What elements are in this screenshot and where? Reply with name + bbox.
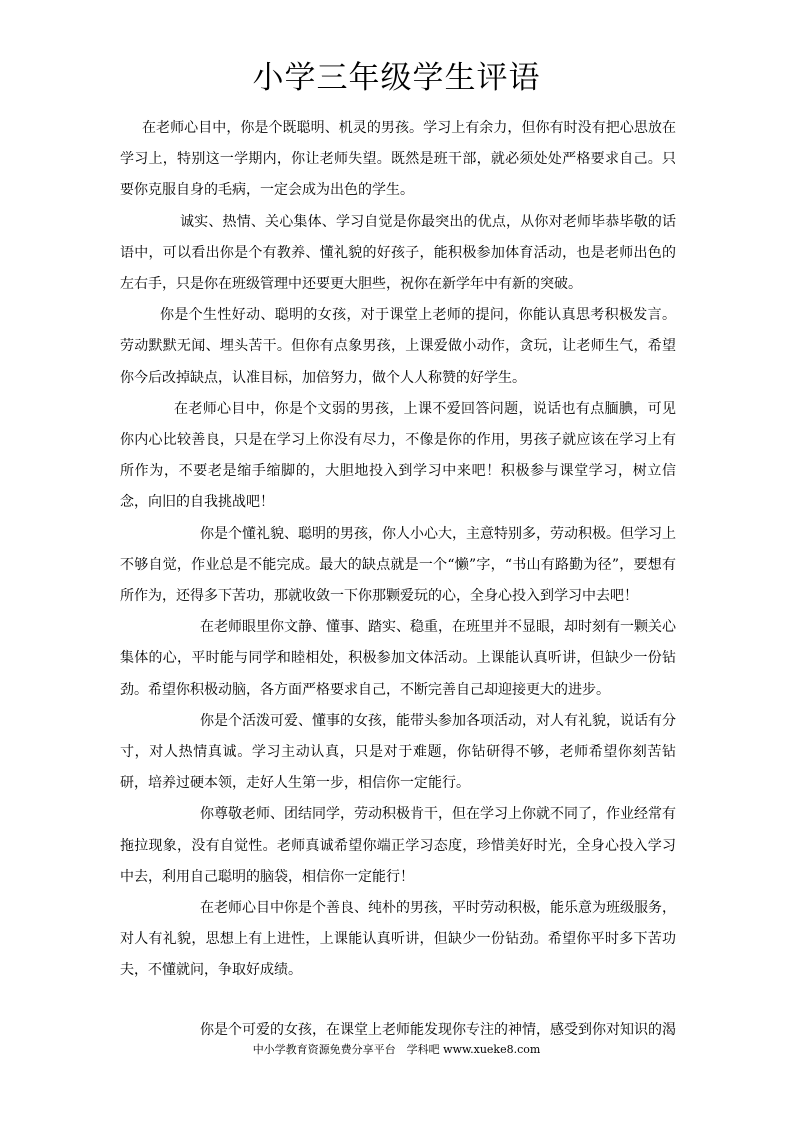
comment-paragraph-7: 你是个活泼可爱、懂事的女孩，能带头参加各项活动，对人有礼貌，说话有分寸，对人热情真诚。学习主动认真，只是对于难题，你钻研得不够，老师希望你刻苦钻研，培养过硬本领，走好人生第一步，相信你一定能行。 [120, 712, 676, 792]
comment-paragraph-10-first-line: 你是个可爱的女孩，在课堂上老师能发现你专注的神情，感受到你对知识的渴 [200, 1022, 676, 1038]
comment-paragraph-8: 你尊敬老师、团结同学，劳动积极肯干，但在学习上你就不同了，作业经常有拖拉现象，没有自觉性。老师真诚希望你端正学习态度，珍惜美好时光，全身心投入学习中去，利用自己聪明的脑袋，相信你一定能行！ [120, 806, 676, 885]
comment-paragraph-2: 诚实、热情、关心集体、学习自觉是你最突出的优点，从你对老师毕恭毕敬的话语中，可以看出你是个有教养、懂礼貌的好孩子，能积极参加体育活动，也是老师出色的左右手，只是你在班级管理中还要更大胆些，祝你在新学年中有新的突破。 [120, 213, 676, 293]
comment-paragraph-4: 在老师心目中，你是个文弱的男孩，上课不爱回答问题，说话也有点腼腆，可见你内心比较善良，只是在学习上你没有尽力，不像是你的作用，男孩子就应该在学习上有所作为，不要老是缩手缩脚的，大胆地投入到学习中来吧！积极参与课堂学习，树立信念，向旧的自我挑战吧！ [120, 400, 676, 511]
comment-paragraph-6: 在老师眼里你文静、懂事、踏实、稳重，在班里并不显眼，却时刻有一颗关心集体的心，平时能与同学和睦相处，积极参加文体活动。上课能认真听讲，但缺少一份钻劲。希望你积极动脑，各方面严格要求自己，不断完善自己却迎接更大的进步。 [120, 619, 676, 698]
page-footer: 中小学教育资源免费分享平台 学科吧 www.xueke8.com [252, 1043, 541, 1056]
comment-paragraph-1: 在老师心目中，你是个既聪明、机灵的男孩。学习上有余力，但你有时没有把心思放在学习上，特别这一学期内，你让老师失望。既然是班干部，就必须处处严格要求自己。只要你克服自身的毛病，一定会成为出色的学生。 [120, 120, 676, 199]
page-title: 小学三年级学生评语 [252, 60, 541, 96]
comment-paragraph-5: 你是个懂礼貌、聪明的男孩，你人小心大，主意特别多，劳动积极。但学习上不够自觉，作业总是不能完成。最大的缺点就是一个“懒”字，“书山有路勤为径”，要想有所作为，还得多下苦功，那就收敛一下你那颗爱玩的心，全身心投入到学习中去吧！ [120, 525, 676, 605]
comment-paragraph-9: 在老师心目中你是个善良、纯朴的男孩，平时劳动积极，能乐意为班级服务，对人有礼貌，思想上有上进性，上课能认真听讲，但缺少一份钻劲。希望你平时多下苦功夫，不懂就问，争取好成绩。 [120, 900, 676, 979]
comment-paragraph-3: 你是个生性好动、聪明的女孩，对于课堂上老师的提问，你能认真思考积极发言。劳动默默无闻、埋头苦干。但你有点象男孩，上课爱做小动作，贪玩，让老师生气，希望你今后改掉缺点，认准目标，加倍努力，做个人人称赞的好学生。 [120, 307, 676, 386]
document-body [120, 113, 676, 987]
